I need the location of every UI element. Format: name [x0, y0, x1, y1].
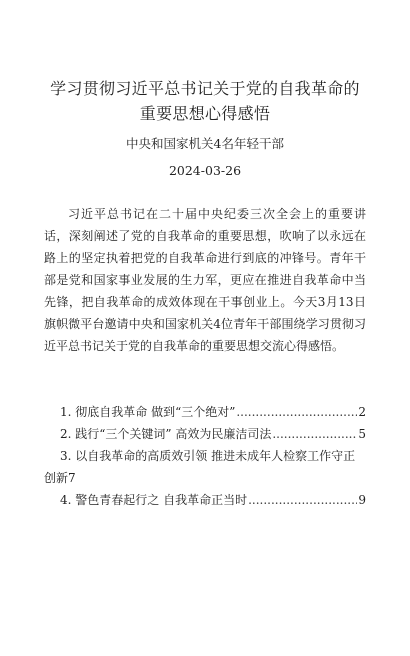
toc-item-page: 9 — [358, 493, 366, 507]
toc-leader — [248, 489, 357, 511]
document-date: 2024-03-26 — [168, 163, 242, 178]
toc-leader — [236, 401, 357, 423]
toc-item[interactable] — [44, 445, 366, 489]
toc-item-page: 2 — [358, 405, 366, 419]
toc-item-page: 5 — [358, 427, 366, 441]
document-author: 中央和国家机关4名年轻干部 — [126, 136, 284, 151]
toc-item-label: 4. 警色青春起行之 自我革命正当时 — [60, 493, 248, 507]
toc-item-label: 2. 践行“三个关键词” 高效为民廉洁司法 — [60, 427, 272, 441]
toc-item[interactable] — [44, 423, 366, 445]
document-title: 学习贯彻习近平总书记关于党的自我革命的重要思想心得感悟 — [50, 79, 360, 123]
toc-item[interactable] — [44, 401, 366, 423]
document-page — [0, 76, 410, 656]
toc-item-label-cont: 创新 — [44, 471, 69, 485]
table-of-contents — [44, 401, 366, 511]
intro-paragraph: 习近平总书记在二十届中央纪委三次全会上的重要讲话，深刻阐述了党的自我革命的重要思想，吹响了以永远在路上的坚定执着把党的自我革命进行到底的冲锋号。青年干部是党和国家事业发展的生力军，更应在推进自我革命中当先锋，把自我革命的成效体现在干事创业上。今天3月13日旗帜微平台邀请中央和国家机关4位青年干部围绕学习贯彻习近平总书记关于党的自我革命的重要思想交流心得感悟。 — [44, 207, 366, 353]
toc-item[interactable] — [44, 489, 366, 511]
toc-leader — [272, 423, 357, 445]
toc-item-label: 3. 以自我革命的高质效引领 推进未成年人检察工作守正 — [60, 449, 356, 463]
toc-item-label: 1. 彻底自我革命 做到“三个绝对” — [60, 405, 236, 419]
toc-item-page: 7 — [68, 471, 76, 485]
